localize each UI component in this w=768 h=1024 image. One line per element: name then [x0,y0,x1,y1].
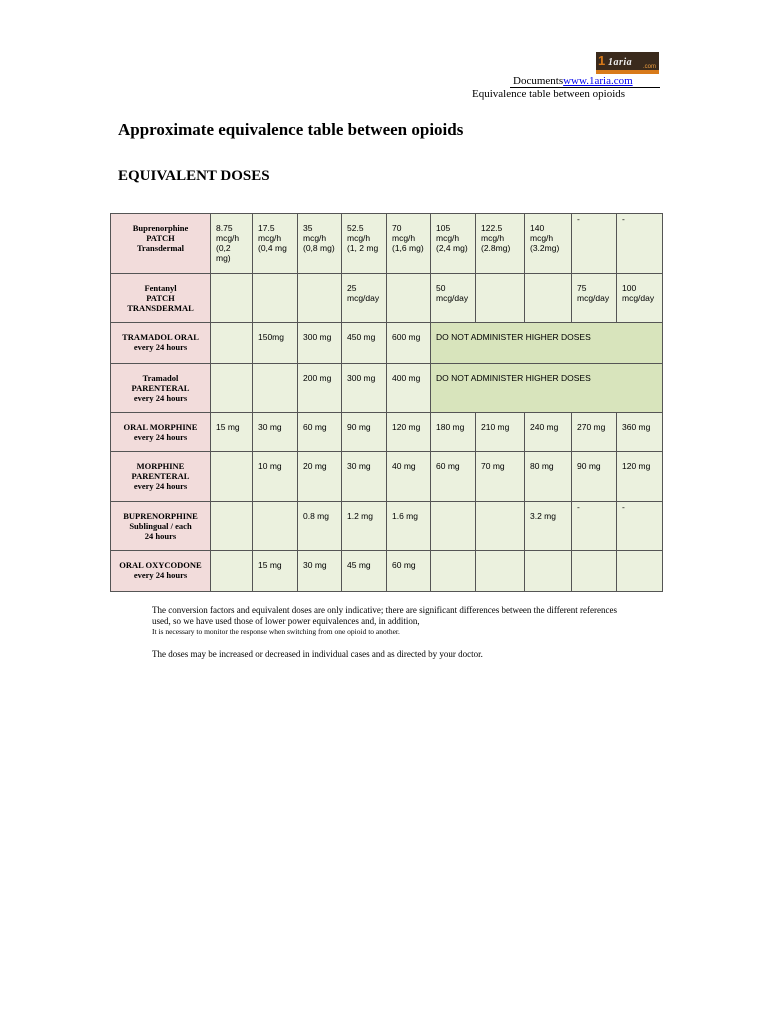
table-cell: 15 mg [253,551,298,592]
header-prefix: Documents [513,75,564,87]
equivalence-table [110,213,663,592]
table-cell: 200 mg [298,364,342,413]
table-cell: 300 mg [298,323,342,364]
table-row [111,452,663,502]
table-cell [211,364,253,413]
header-link[interactable]: www.1aria.com [563,75,633,87]
row-label: MORPHINE PARENTERAL every 24 hours [111,452,211,502]
row-label: Fentanyl PATCH TRANSDERMAL [111,274,211,323]
table-cell: 60 mg [431,452,476,502]
table-cell: 10 mg [253,452,298,502]
table-cell: 30 mg [342,452,387,502]
table-cell [253,364,298,413]
table-cell: 15 mg [211,413,253,452]
table-cell [617,551,663,592]
table-cell: 150mg [253,323,298,364]
table-cell: 105 mcg/h (2,4 mg) [431,214,476,274]
row-label: ORAL MORPHINE every 24 hours [111,413,211,452]
row-label: Tramadol PARENTERAL every 24 hours [111,364,211,413]
table-cell: 1.6 mg [387,502,431,551]
table-cell: 90 mg [572,452,617,502]
table-body [111,214,663,592]
logo-text: 1aria [608,57,633,68]
table-cell: 60 mg [298,413,342,452]
table-cell: 140 mcg/h (3.2mg) [525,214,572,274]
table-cell: 300 mg [342,364,387,413]
table-cell: 180 mg [431,413,476,452]
header-documents-line [513,75,633,87]
table-cell: 360 mg [617,413,663,452]
table-cell: 600 mg [387,323,431,364]
site-logo[interactable] [596,52,659,74]
table-cell: 30 mg [253,413,298,452]
table-cell [387,274,431,323]
table-cell: 400 mg [387,364,431,413]
table-cell: 270 mg [572,413,617,452]
header-subtitle: Equivalence table between opioids [472,88,626,100]
table-cell: 120 mg [617,452,663,502]
table-cell: 45 mg [342,551,387,592]
table-cell [211,323,253,364]
table-cell: - [617,502,663,551]
table-cell [476,502,525,551]
table-cell: 3.2 mg [525,502,572,551]
table-cell: 0.8 mg [298,502,342,551]
table-cell: 8.75 mcg/h (0,2 mg) [211,214,253,274]
table-cell: 240 mg [525,413,572,452]
row-label: BUPRENORPHINE Sublingual / each 24 hours [111,502,211,551]
do-not-administer-note: DO NOT ADMINISTER HIGHER DOSES [431,364,663,413]
table-cell [431,502,476,551]
table-cell: 52.5 mcg/h (1, 2 mg [342,214,387,274]
table-cell: 17.5 mcg/h (0,4 mg [253,214,298,274]
table-row [111,413,663,452]
page-title: Approximate equivalence table between opioids [118,120,464,139]
table-cell [253,502,298,551]
table-cell [253,274,298,323]
logo-sub: .com [642,64,656,70]
logo-bar [596,70,659,74]
table-cell [476,551,525,592]
table-cell [476,274,525,323]
table-cell: 60 mg [387,551,431,592]
table-cell [211,452,253,502]
table-row [111,274,663,323]
table-row [111,502,663,551]
notes [152,605,622,660]
table-cell: 80 mg [525,452,572,502]
table-cell: 122.5 mcg/h (2.8mg) [476,214,525,274]
table-cell [211,274,253,323]
row-label: ORAL OXYCODONE every 24 hours [111,551,211,592]
table-cell: 90 mg [342,413,387,452]
table-cell: 450 mg [342,323,387,364]
table-cell: - [572,214,617,274]
section-heading: EQUIVALENT DOSES [118,168,270,184]
table-row [111,214,663,274]
table-row [111,364,663,413]
table-cell: 100 mcg/day [617,274,663,323]
table-cell [572,551,617,592]
table-cell: 35 mcg/h (0,8 mg) [298,214,342,274]
table-cell: - [572,502,617,551]
do-not-administer-note: DO NOT ADMINISTER HIGHER DOSES [431,323,663,364]
row-label: Buprenorphine PATCH Transdermal [111,214,211,274]
table-cell: 20 mg [298,452,342,502]
note-paragraph-1-small: It is necessary to monitor the response when switching from one opioid to another. [152,627,400,636]
table-cell [211,551,253,592]
table-row [111,551,663,592]
table-cell: 120 mg [387,413,431,452]
row-label: TRAMADOL ORAL every 24 hours [111,323,211,364]
table-cell [431,551,476,592]
table-cell: 25 mcg/day [342,274,387,323]
table-cell: 75 mcg/day [572,274,617,323]
table-row [111,323,663,364]
note-paragraph-1: The conversion factors and equivalent doses are only indicative; there are significant differences between the different references used, so we have used those of lower power equivalences and, in addition, [152,605,617,626]
table-cell: - [617,214,663,274]
note-paragraph-2: The doses may be increased or decreased in individual cases and as directed by your doctor. [152,649,483,659]
table-cell [211,502,253,551]
table-cell: 30 mg [298,551,342,592]
table-cell: 40 mg [387,452,431,502]
logo-mark: 1 [598,53,606,68]
table-cell: 70 mcg/h (1,6 mg) [387,214,431,274]
table-cell: 70 mg [476,452,525,502]
table-cell: 50 mcg/day [431,274,476,323]
table-cell: 1.2 mg [342,502,387,551]
table-cell [525,274,572,323]
table-cell: 210 mg [476,413,525,452]
table-cell [525,551,572,592]
table-cell [298,274,342,323]
